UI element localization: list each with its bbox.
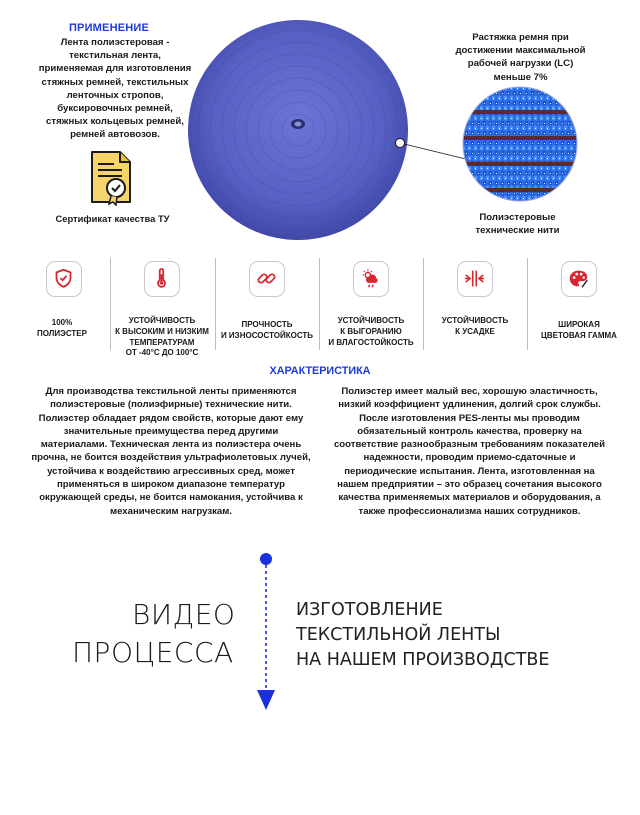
application-description [20,36,210,142]
char-line: прочна, не боится воздействия ультрафиолетовых лучей, [31,452,311,464]
feature-badge [249,261,285,297]
certificate-label: Сертификат качества ТУ [55,213,170,224]
char-line: соответствие разнообразным требованиям показателей [333,439,606,451]
stretch-line: меньше 7% [493,71,548,83]
fiber-closeup-image [462,86,578,202]
feature-temperature [110,258,214,358]
features-row [0,258,640,358]
characteristics-heading: ХАРАКТЕРИСТИКА [269,365,371,377]
thermometer-icon [151,268,172,289]
feature-line: И ИЗНОСОСТОЙКОСТЬ [220,330,314,340]
subtitle-line: ТЕКСТИЛЬНОЙ ЛЕНТЫ [296,625,501,645]
webbing-reel-image [186,18,410,242]
char-line: периодические испытания. Лента, изготовленная на [344,465,595,477]
char-line: механическим нагрузкам. [110,505,232,517]
subtitle-line: ИЗГОТОВЛЕНИЕ [296,600,443,620]
fibers-line: Полиэстеровые [479,212,556,223]
production-subtitle [296,598,616,673]
fibers-callout [455,211,580,237]
feature-line: ПРОЧНОСТЬ [241,320,293,329]
char-line: После изготовления PES-ленты мы проводим [359,412,580,424]
feature-line: 100% [51,318,73,327]
application-line: Лента полиэстеровая - [60,37,170,48]
char-line: применяться в широком диапазоне температур [56,479,285,491]
feature-line: ШИРОКАЯ [558,320,600,329]
char-line: Для производства текстильной ленты применяются [45,386,297,397]
application-heading: ПРИМЕНЕНИЕ [68,22,150,34]
feature-line: ТЕМПЕРАТУРАМ [129,337,195,347]
char-line: низкий коэффициент удлинения, долгий срок службы. [338,399,601,411]
char-line: материалами. Техническая лента из полиэстера очень [40,439,302,451]
char-line: надежности, проводим приемо-сдаточные и [363,452,576,464]
subtitle-line: НА НАШЕМ ПРОИЗВОДСТВЕ [296,650,550,670]
stretch-callout [443,31,598,84]
char-line: значительные преимущества перед другими [63,425,279,437]
application-line: ленточных стропов, [66,89,164,101]
stretch-line: достижении максимальной [455,45,586,57]
feature-line: К УСАДКЕ [455,326,495,336]
feature-strength [215,258,319,358]
palette-icon [568,268,589,289]
char-line: Полиэстер имеет малый вес, хорошую эластичность, [341,386,598,397]
video-title-line2: ПРОЦЕССА [72,636,234,669]
char-line: также профессионализма наших сотрудников. [358,505,581,517]
stretch-line: Растяжка ремня при [472,32,569,43]
feature-badge [144,261,180,297]
characteristics-right [327,385,612,518]
char-line: устойчива к воздействию агрессивных сред, может [47,465,295,477]
char-line: окружающей среды, не боится намокания, устойчива к [39,492,303,504]
timeline-arrow [255,548,277,714]
application-line: стяжных ремней, текстильных [41,76,189,88]
application-line: стяжных кольцевых ремней, [46,116,184,128]
application-line: применяемая для изготовления [38,63,192,75]
characteristics-left [30,385,312,518]
video-title-line1: ВИДЕО [132,598,236,631]
feature-badge [457,261,493,297]
certificate-icon [86,150,136,206]
feature-polyester [14,258,110,358]
fibers-line: технические нити [475,225,560,237]
application-line: ремней автовозов. [70,129,160,141]
application-line: текстильная лента, [69,50,161,62]
chain-link-icon [256,268,277,289]
char-line: качества применяемых материалов и оборудования, а [338,492,601,504]
feature-line: И ВЛАГОСТОЙКОСТЬ [328,337,414,347]
char-line: обязательный контроль качества, проверку на [357,425,582,437]
char-line: Полиэстер обладает рядом свойств, которые дают ему [38,412,304,424]
feature-badge [46,261,82,297]
feature-badge [561,261,597,297]
stretch-line: рабочей нагрузки (LC) [467,58,574,70]
feature-weather [319,258,423,358]
shrink-arrows-icon [464,268,485,289]
feature-line: К ВЫГОРАНИЮ [340,326,402,336]
feature-line: УСТОЙЧИВОСТЬ [337,316,405,325]
char-line: нашем предприятии – это образец сочетания высокого [337,479,602,491]
application-line: буксировочных ремней, [57,103,173,115]
feature-line: ЦВЕТОВАЯ ГАММА [541,330,617,340]
feature-line: ПОЛИЭСТЕР [37,328,87,338]
feature-line: УСТОЙЧИВОСТЬ [441,316,509,325]
sun-rain-cloud-icon [360,268,381,289]
feature-shrinkage [423,258,527,358]
feature-badge [353,261,389,297]
feature-line: ОТ -40°С ДО 100°С [125,348,199,358]
char-line: полиэстеровые (полиэфирные) технические нити. [50,399,292,411]
shield-check-icon [53,268,74,289]
feature-line: К ВЫСОКИМ И НИЗКИМ [115,326,209,336]
feature-line: УСТОЙЧИВОСТЬ [128,316,196,325]
feature-colors [527,258,631,358]
